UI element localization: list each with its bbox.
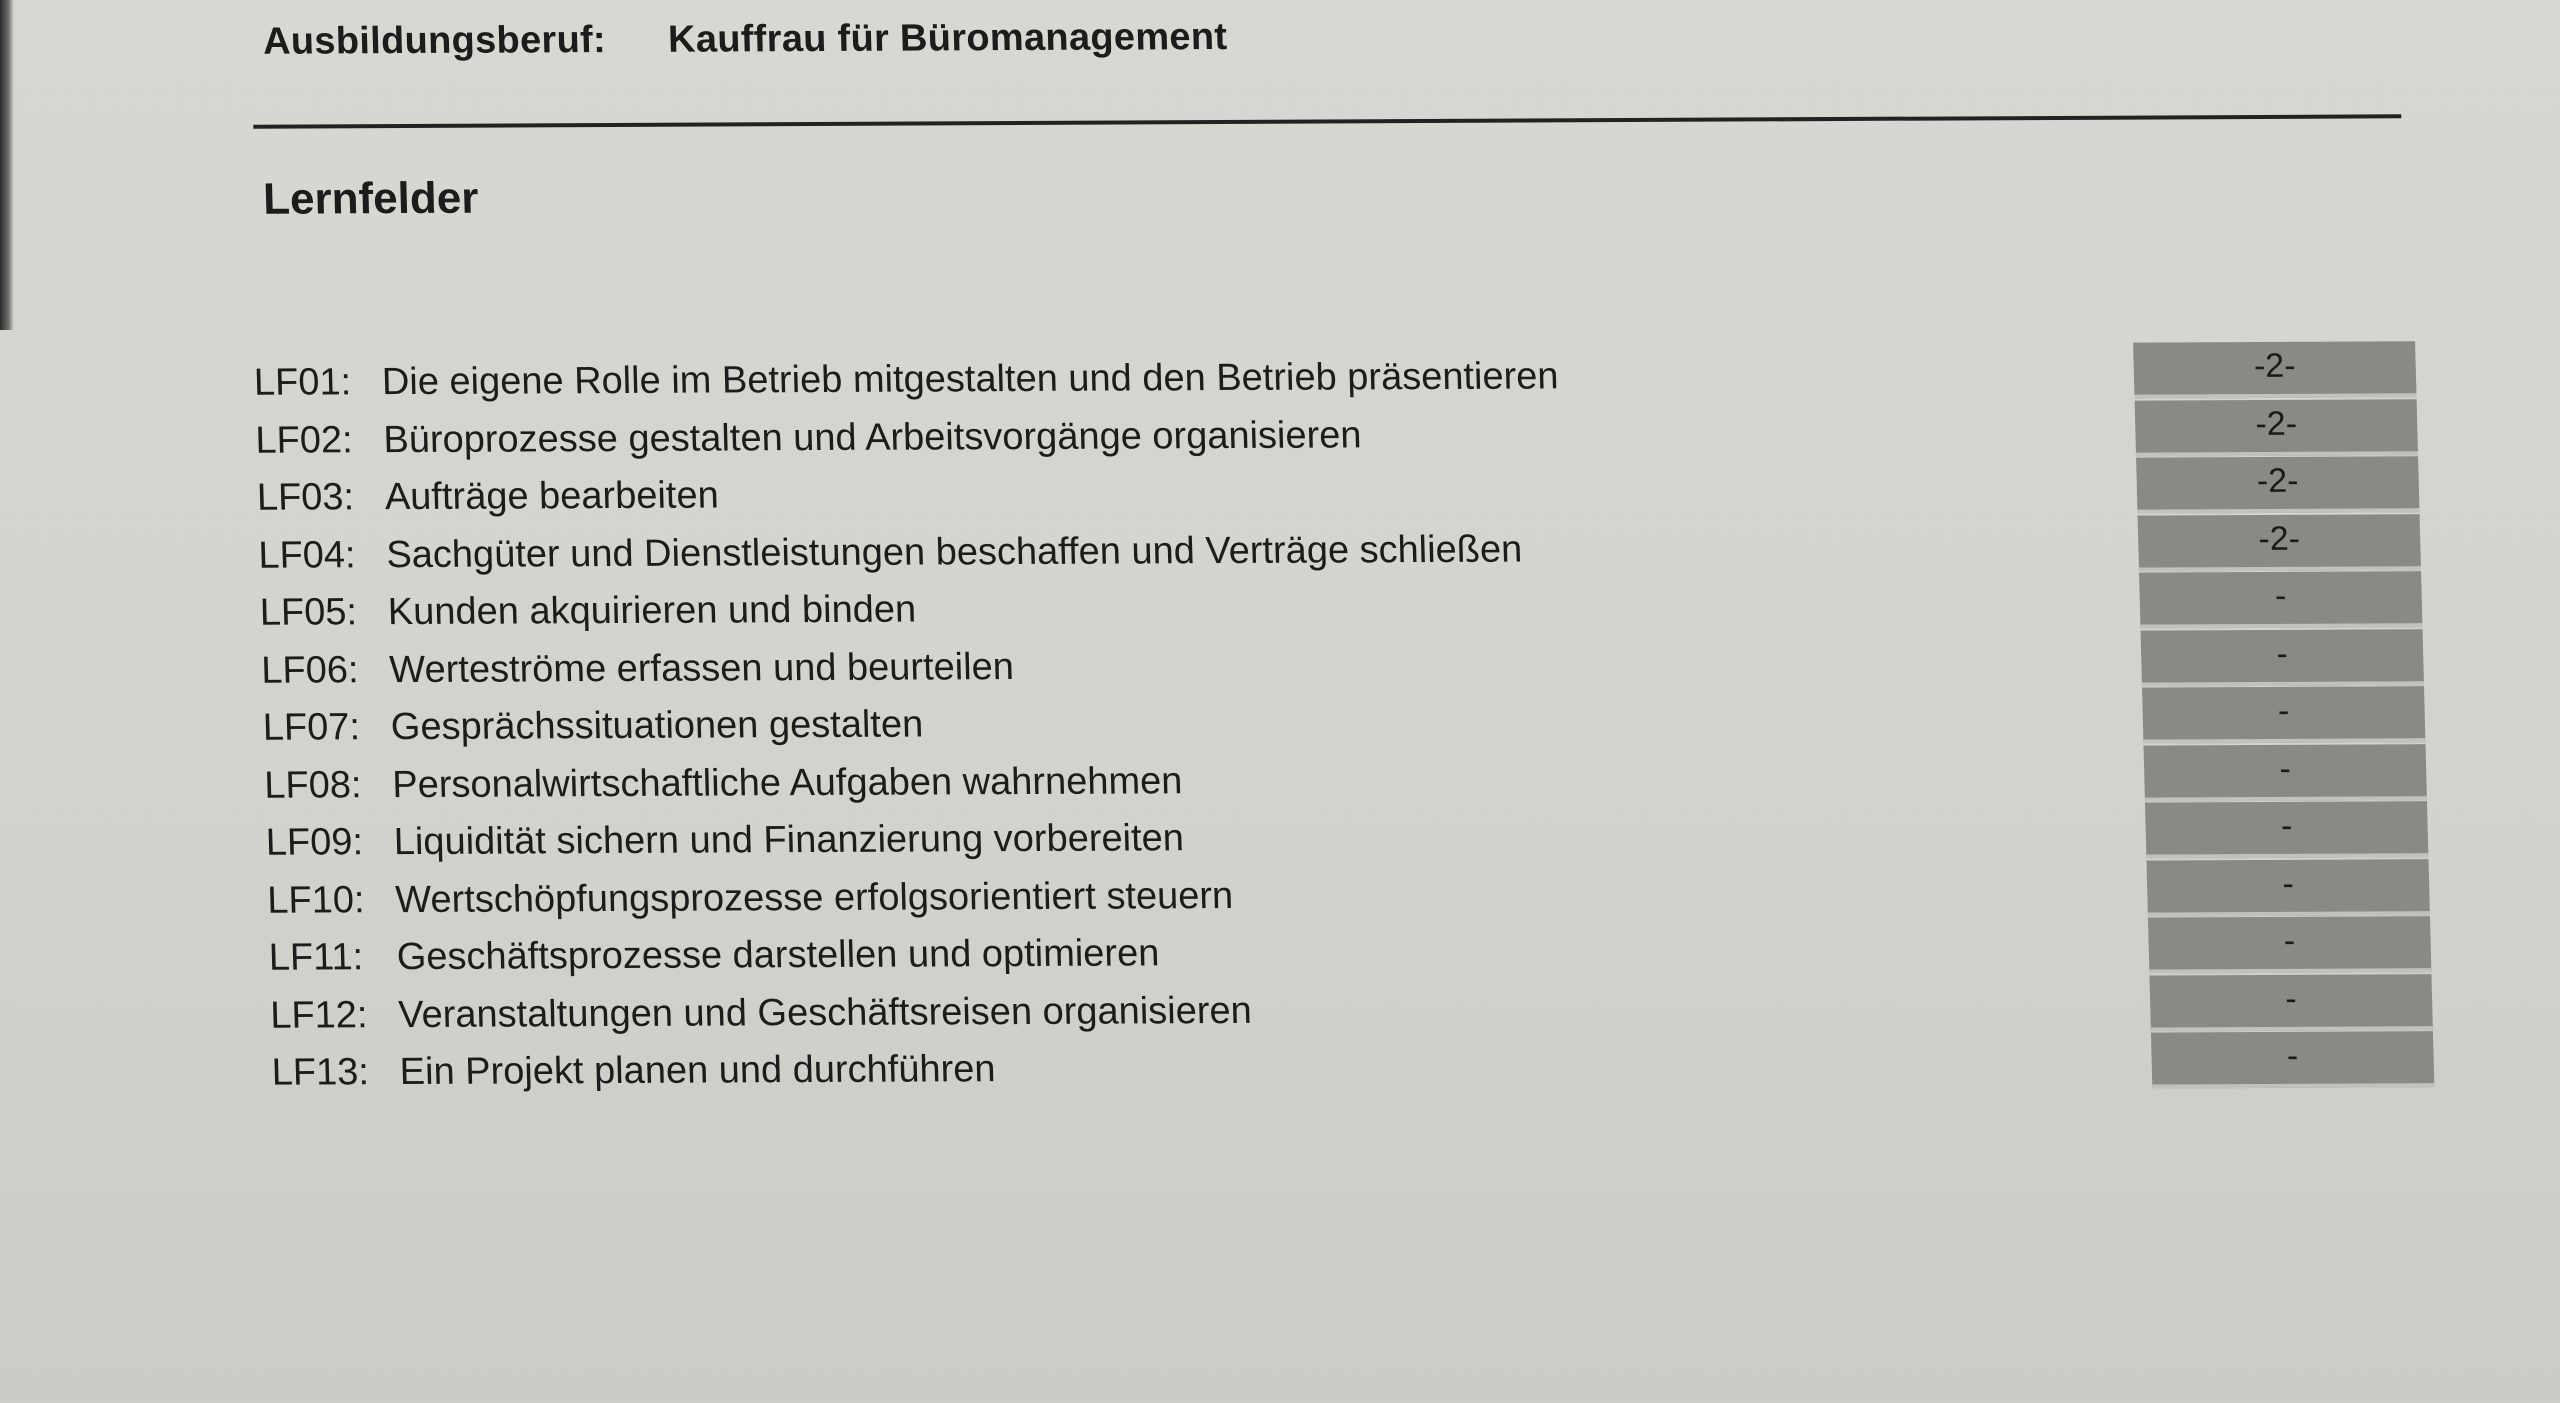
list-item: [262, 691, 2463, 764]
lf-code: LF01:: [253, 361, 352, 404]
lf-code: LF13:: [271, 1051, 370, 1094]
lf-value-cell: -: [2142, 686, 2425, 743]
lf-value-cell: -: [2146, 859, 2429, 916]
list-item: [269, 979, 2471, 1051]
lf-value-cell: -: [2145, 801, 2428, 858]
list-item: [256, 461, 2457, 534]
lf-title: Die eigene Rolle im Betrieb mitgestalten und den Betrieb präsentieren: [381, 355, 1560, 404]
list-item: [257, 519, 2459, 591]
list-item: [263, 749, 2465, 821]
lf-title: Ein Projekt planen und durchführen: [399, 1048, 997, 1094]
lf-code: LF11:: [268, 936, 364, 979]
lf-value-cell: -: [2151, 1031, 2434, 1088]
lf-code: LF05:: [259, 591, 358, 634]
list-item: [271, 1036, 2472, 1109]
lf-code: LF03:: [256, 476, 355, 519]
lf-code: LF09:: [265, 821, 364, 864]
lf-title: Aufträge bearbeiten: [384, 474, 720, 519]
header-row: [263, 16, 1228, 64]
list-item: [253, 346, 2454, 419]
lf-value-cell: -: [2143, 744, 2426, 801]
list-item: [259, 576, 2460, 649]
list-item: [260, 634, 2462, 706]
list-item: [268, 921, 2469, 994]
header-value: Kauffrau für Büromanagement: [667, 16, 1228, 61]
lf-value-cell: -: [2139, 571, 2422, 628]
lf-code: LF06:: [260, 648, 360, 692]
lf-value-cell: -2-: [2133, 341, 2416, 398]
lf-value-cell: -: [2149, 974, 2432, 1031]
lf-title: Wertschöpfungsprozesse erfolgsorientiert steuern: [394, 874, 1234, 921]
lf-value-cell: -: [2148, 916, 2431, 973]
lf-title: Werteströme erfassen und beurteilen: [388, 645, 1015, 691]
lf-code: LF10:: [266, 878, 365, 922]
lf-title: Veranstaltungen und Geschäftsreisen organisieren: [397, 989, 1253, 1036]
lf-code: LF07:: [262, 706, 361, 749]
lf-code: LF02:: [254, 418, 354, 462]
lf-value-cell: -2-: [2135, 399, 2418, 456]
header-divider: [253, 114, 2401, 128]
section-title: Lernfelder: [262, 173, 479, 224]
lf-title: Kunden akquirieren und binden: [387, 588, 917, 634]
list-item: [265, 806, 2466, 879]
header-label: Ausbildungsberuf:: [262, 19, 607, 63]
list-item: [254, 404, 2456, 477]
lf-value-cell: -2-: [2138, 514, 2421, 571]
lf-title: Gesprächssituationen gestalten: [390, 703, 924, 749]
lf-value-cell: -: [2141, 629, 2424, 686]
lf-code: LF04:: [257, 533, 357, 577]
list-item: [266, 864, 2468, 936]
lf-title: Personalwirtschaftliche Aufgaben wahrnehmen: [391, 759, 1183, 806]
lf-title: Geschäftsprozesse darstellen und optimieren: [396, 932, 1160, 979]
lf-title: Liquidität sichern und Finanzierung vorbereiten: [393, 817, 1185, 864]
lf-title: Sachgüter und Dienstleistungen beschaffen und Verträge schließen: [385, 528, 1523, 576]
lf-code: LF08:: [263, 763, 363, 807]
lf-value-cell: -2-: [2136, 456, 2419, 513]
lernfelder-list: [253, 346, 2472, 1109]
lf-code: LF12:: [269, 993, 368, 1037]
lf-title: Büroprozesse gestalten und Arbeitsvorgänge organisieren: [382, 413, 1363, 461]
